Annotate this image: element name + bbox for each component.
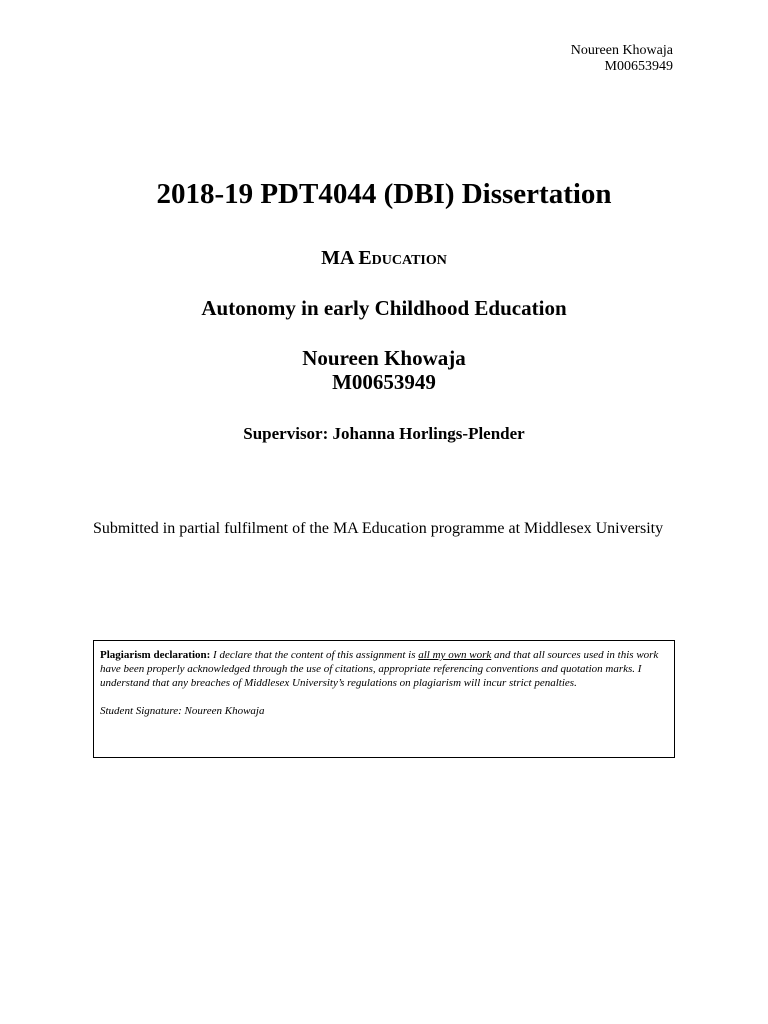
plagiarism-declaration-box	[93, 640, 675, 758]
author-student-id: M00653949	[332, 370, 436, 394]
declaration-paragraph	[100, 648, 668, 690]
declaration-label: Plagiarism declaration:	[100, 649, 211, 661]
student-signature: Student Signature: Noureen Khowaja	[100, 705, 265, 717]
submission-note: Submitted in partial fulfilment of the MA Education programme at Middlesex University	[93, 520, 664, 537]
running-header	[571, 43, 673, 75]
author-name: Noureen Khowaja	[302, 346, 466, 370]
supervisor-line: Supervisor: Johanna Horlings-Plender	[243, 424, 525, 443]
dissertation-title: Autonomy in early Childhood Education	[201, 296, 567, 320]
header-student-id: M00653949	[604, 59, 673, 74]
author-block	[0, 346, 768, 394]
declaration-text-before: I declare that the content of this assignment is	[210, 649, 419, 661]
header-name: Noureen Khowaja	[570, 43, 673, 58]
document-title: 2018-19 PDT4044 (DBI) Dissertation	[156, 178, 612, 210]
declaration-text-after: and that all sources used in this work have been properly acknowledged through the use of citations, appropriate referencing conventions and quotation marks. I understand that any breaches of Middlesex University’s regulations on plagiarism will incur strict penalties.	[100, 649, 659, 689]
programme-name: MA Education	[321, 247, 447, 269]
declaration-emphasis: all my own work	[418, 649, 492, 661]
